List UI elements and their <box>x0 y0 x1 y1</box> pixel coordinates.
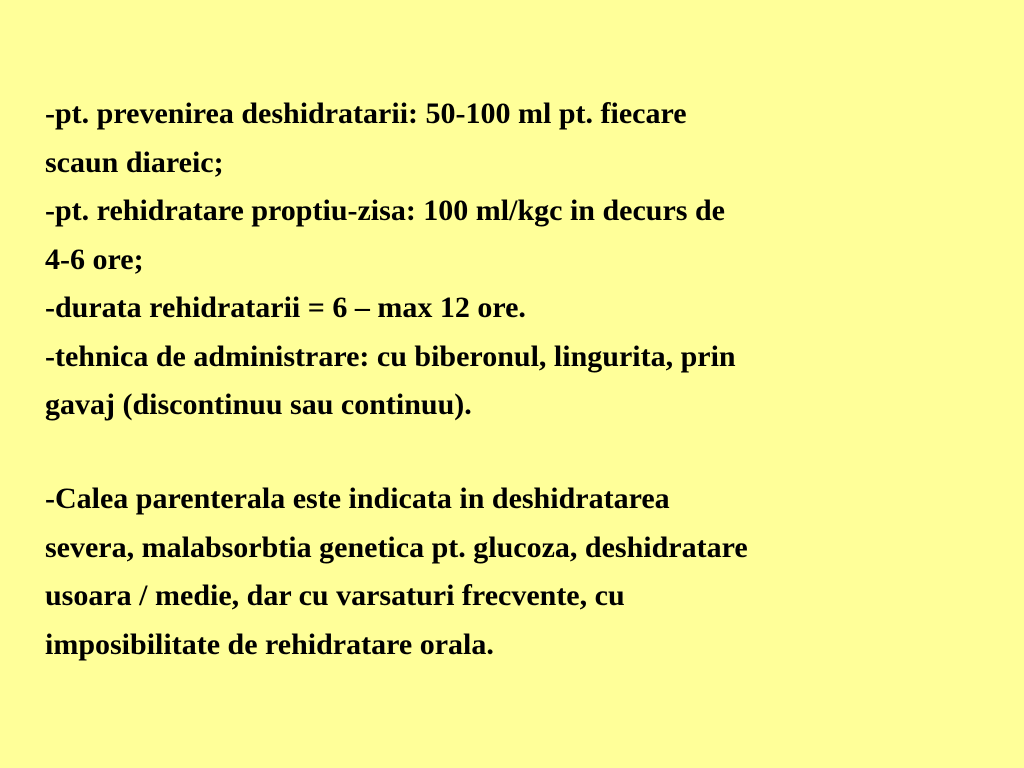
text-line: imposibilitate de rehidratare orala. <box>45 627 494 661</box>
text-line: severa, malabsorbtia genetica pt. glucoza, deshidratare <box>45 530 748 564</box>
rehydration-oral-text <box>45 90 1005 430</box>
text-line: -durata rehidratarii = 6 – max 12 ore. <box>45 291 526 324</box>
parenteral-route-text <box>45 475 1005 669</box>
text-line: usoara / medie, dar cu varsaturi frecvente, cu <box>45 579 625 612</box>
text-line: gavaj (discontinuu sau continuu). <box>45 388 472 421</box>
text-line: -pt. rehidratare proptiu-zisa: 100 ml/kgc in decurs de <box>45 194 725 227</box>
text-line: 4-6 ore; <box>45 242 144 276</box>
text-line: -Calea parenterala este indicata in deshidratarea <box>45 482 670 515</box>
text-line: scaun diareic; <box>45 145 224 179</box>
text-line: -tehnica de administrare: cu biberonul, lingurita, prin <box>45 339 736 373</box>
text-line: -pt. prevenirea deshidratarii: 50-100 ml pt. fiecare <box>45 97 687 130</box>
